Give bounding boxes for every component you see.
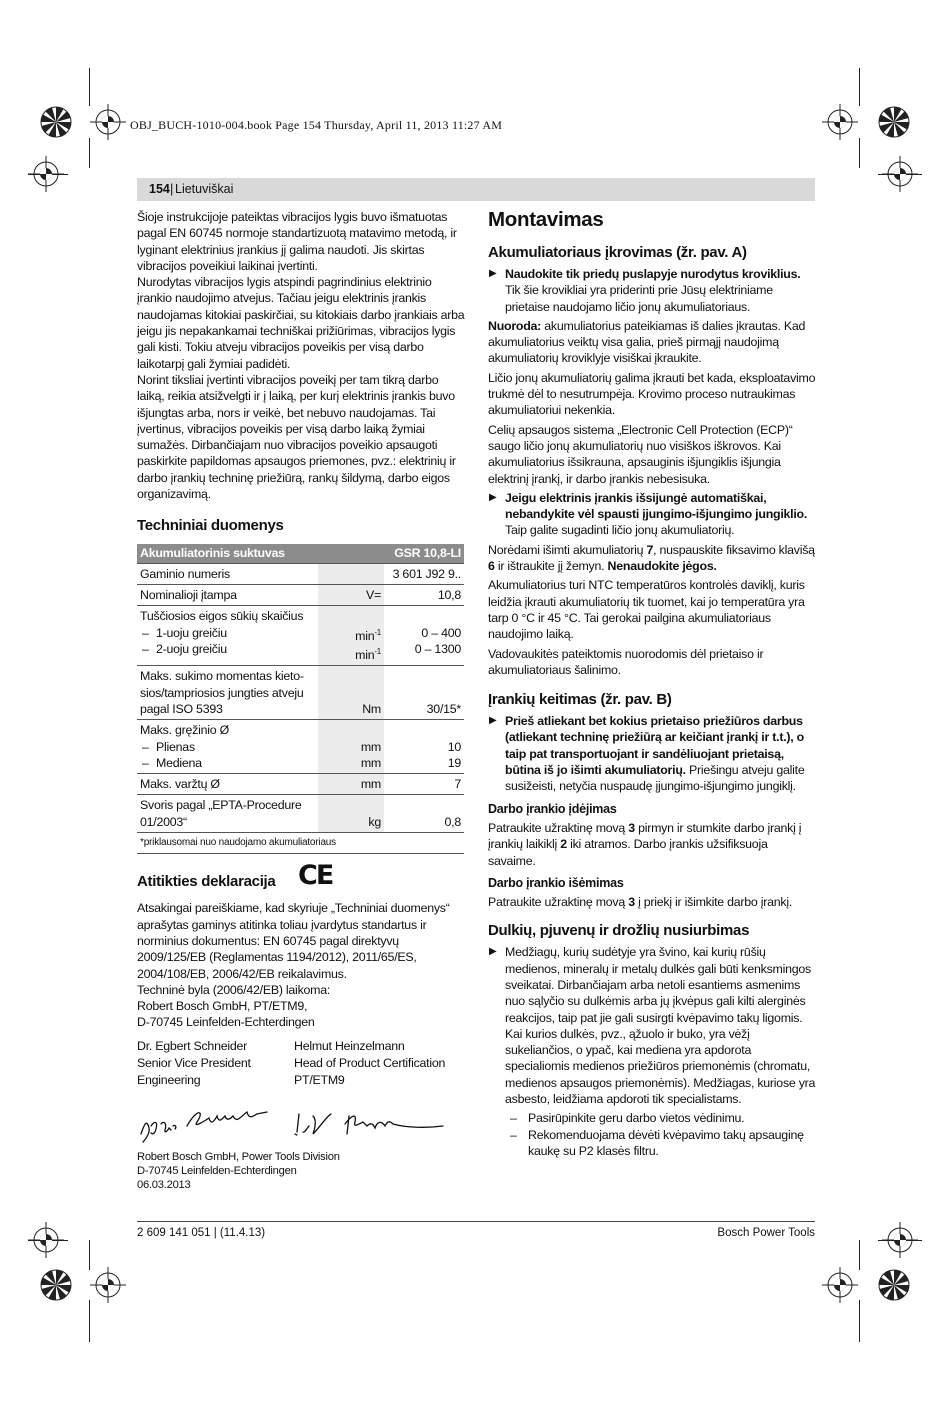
text-part: Norėdami išimti akumuliatorių (488, 542, 644, 557)
spec-unit (318, 606, 384, 666)
declaration-paragraph: Atsakingai pareiškiame, kad skyriuje „Techniniai duomenys“ aprašytas gaminys atitinka toliau įvardytus standartus ir norminius dokumentus: EN 60745 pagal direktyvų 2009/125/EB (Reglamentas 1194/2012), 2011/65/ES, 2004/108/EB, 2006/42/EB reikalavimus. (137, 901, 450, 981)
spec-sub-label-text: 1-uoju greičiu (156, 625, 227, 640)
spec-value: 7 (384, 774, 464, 795)
registration-cross-icon (822, 1267, 858, 1303)
spec-label: Maks. varžtų Ø (137, 774, 318, 795)
note-label: Nuoroda: (488, 318, 542, 333)
charging-title: Akumuliatoriaus įkrovimas (žr. pav. A) (488, 244, 747, 261)
list-item (488, 266, 816, 315)
tech-data-title: Techniniai duomenys (137, 517, 284, 535)
montage-title: Montavimas (488, 208, 604, 231)
spec-label-text: Tuščiosios eigos sūkių skaičius (140, 609, 304, 624)
spec-value: 10,8 (384, 584, 464, 605)
footer-right: Bosch Power Tools (717, 1227, 815, 1239)
spec-value-text: 0,8 (444, 814, 461, 829)
spec-label-text: Maks. gręžinio Ø (140, 723, 229, 738)
table-row (137, 720, 464, 774)
list-item (488, 490, 816, 539)
bullet-triangle-icon: ▶ (489, 946, 497, 958)
bullet-bold: Prieš atliekant bet kokius prietaiso priežiūros darbus (atliekant techninę priežiūrą ar keičiant įrankį ir t.t.), o taip pat transportuojant ir sandėliuojant prietaisą, būtina iš jo išimti akumuliatorių. (505, 714, 804, 778)
spec-unit (318, 563, 384, 584)
handwritten-signatures (137, 1102, 465, 1144)
declaration-heading (137, 860, 465, 894)
spec-sub-label-text: Mediena (156, 755, 202, 770)
signatory-1-title: Senior Vice President (137, 1055, 251, 1070)
tech-file-line: Techninė byla (2006/42/EB) laikoma: (137, 982, 331, 997)
registration-star-icon (41, 1270, 71, 1300)
declaration-title: Atitikties deklaracija (137, 873, 276, 891)
dash-text: Rekomenduojama dėvėti kvėpavimo takų apsauginę kaukę su P2 klasės filtru. (528, 1127, 804, 1158)
table-row (137, 584, 464, 605)
spec-value: 3 601 J92 9.. (384, 563, 464, 584)
book-line: OBJ_BUCH-1010-004.book Page 154 Thursday, April 11, 2013 11:27 AM (130, 118, 503, 132)
signatory-2-dept: PT/ETM9 (294, 1072, 345, 1087)
list-item (488, 944, 816, 1107)
liion-paragraph: Ličio jonų akumuliatorių galima įkrauti bet kada, eksploatavimo trukmė dėl to nesutrumpėja. Krovimo proceso nutraukimas akumuliatoriui nekenkia. (488, 370, 816, 418)
table-row (137, 795, 464, 833)
insert-tool-paragraph (488, 820, 816, 869)
ref-number: 2 (560, 837, 567, 852)
bullet-triangle-icon: ▶ (489, 268, 497, 279)
list-item: – Pasirūpinkite geru darbo vietos vėdinimu. (510, 1111, 745, 1126)
company-block (137, 1150, 465, 1192)
text-part: , nuspauskite fiksavimo klavišą (653, 542, 815, 557)
spec-unit-text: Nm (362, 701, 381, 716)
ntc-paragraph: Akumuliatorius turi NTC temperatūros kontrolės daviklį, kuris leidžia įkrauti akumuliatorių tik tuomet, kai jo temperatūra yra tarp 0 °C ir 45 °C. Tai gerokai pailgina akumuliatoriaus naudojimo laiką. (488, 578, 805, 642)
tech-file-line: Robert Bosch GmbH, PT/ETM9, (137, 999, 308, 1014)
spec-label (137, 795, 318, 833)
vibration-paragraph-1: Šioje instrukcijoje pateiktas vibracijos lygis buvo išmatuotas pagal EN 60745 normoje standartizuotą matavimo metodą, ir lyginant elektrinius įrankius jį galima naudoti. Jis skirtas vibracijos poveikiui laikinai įvertinti. (137, 210, 457, 273)
page-number: 154 (149, 182, 170, 196)
signatory-2-title: Head of Product Certification (294, 1055, 446, 1070)
ref-number: 6 (488, 559, 495, 574)
signature-1-ppa (141, 1122, 176, 1142)
spec-sub-label: – Mediena (142, 755, 202, 770)
text-part: iki atramos. Darbo įrankis užsifiksuoja savaime. (488, 837, 768, 868)
registration-cross-icon (90, 104, 126, 140)
spec-table-header (137, 544, 464, 563)
ce-mark-icon: CE (298, 860, 333, 892)
signatory-2-name: Helmut Heinzelmann (294, 1038, 405, 1053)
vibration-paragraph-3: Norint tiksliai įvertinti vibracijos poveikį per tam tikrą darbo laiką, reikia atsižvelgti ir į laiką, per kurį elektrinis įrankis buvo išjungtas arba, nors ir veikė, bet nebuvo naudojamas. Tai įvertinus, vibracijos poveikis per visą darbo laiką žymiai sumažės. Dirbančiajam nuo vibracijos poveikio apsaugoti paskirkite papildomas apsaugos priemones, pvz.: elektrinių ir darbo įrankių techninę priežiūrą, rankų šildymą, darbo eigos organizavimą. (137, 372, 456, 502)
bullet-text: Taip galite sugadinti ličio jonų akumuliatorių. (505, 523, 735, 538)
disposal-paragraph: Vadovaukitės pateiktomis nuorodomis dėl prietaiso ir akumuliatoriaus šalinimo. (488, 646, 764, 677)
text-part: pirmyn ir stumkite darbo įrankį į įrankių laikiklį (488, 820, 802, 852)
left-column (137, 209, 465, 1192)
remove-tool-title: Darbo įrankio išėmimas (488, 875, 624, 890)
text-part: ir ištraukite jį žemyn. (497, 559, 605, 574)
spec-label-text: Svoris pagal „EPTA-Procedure (140, 798, 302, 813)
spec-value-text: 10 (447, 739, 461, 754)
registration-cross-icon (822, 104, 858, 140)
spec-unit: V= (318, 584, 384, 605)
signature-1-name (187, 1112, 267, 1126)
spec-unit-text: min (355, 648, 375, 663)
spec-sub-label: – 1-uoju greičiu (142, 625, 227, 640)
spec-label (137, 666, 318, 720)
spec-value (384, 666, 464, 720)
bullet-triangle-icon: ▶ (489, 715, 497, 727)
spec-sub-label-text: 2-uoju greičiu (156, 641, 227, 656)
spec-label-text: pagal ISO 5393 (140, 701, 223, 716)
footer-left: 2 609 141 051 | (11.4.13) (137, 1227, 266, 1239)
remove-tool-paragraph (488, 894, 816, 910)
registration-cross-icon (90, 1267, 126, 1303)
spec-sub-label: – Plienas (142, 739, 195, 754)
tech-file-line: D-70745 Leinfelden-Echterdingen (137, 1015, 315, 1030)
bullet-bold: Jeigu elektrinis įrankis išsijungė automatiškai, nebandykite vėl spausti įjungimo-išjungimo jungiklio. (505, 490, 808, 522)
table-row (137, 563, 464, 584)
spec-value (384, 720, 464, 774)
spec-label (137, 606, 318, 666)
spec-unit: mm (318, 774, 384, 795)
dust-title: Dulkių, pjuvenų ir drožlių nusiurbimas (488, 922, 750, 940)
spec-unit-exp: -1 (374, 627, 381, 637)
footer-rule (137, 1221, 815, 1222)
table-row (137, 833, 464, 854)
registration-star-icon (879, 1270, 909, 1300)
spec-unit-text: mm (360, 739, 381, 754)
registration-cross-icon (882, 1222, 918, 1258)
spec-sub-label: – 2-uoju greičiu (142, 641, 227, 656)
insert-tool-title: Darbo įrankio įdėjimas (488, 801, 617, 816)
spec-value (384, 795, 464, 833)
dash-text: Pasirūpinkite geru darbo vietos vėdinimu. (528, 1111, 745, 1126)
spec-table (137, 544, 464, 854)
page-header (137, 178, 815, 201)
right-column (488, 209, 816, 1159)
bullet-triangle-icon: ▶ (489, 491, 497, 503)
warning-bold: Nenaudokite jėgos. (607, 559, 717, 574)
registration-cross-icon (28, 156, 64, 192)
spec-value-text: 19 (447, 755, 461, 770)
spec-unit (318, 720, 384, 774)
signatories (137, 1038, 465, 1090)
spec-unit-text: kg (368, 814, 381, 829)
bullet-text: Tik šie krovikliai yra priderinti prie Jūsų elektriniame prietaise naudojamo ličio jonų akumuliatoriaus. (505, 283, 773, 314)
text-part: Patraukite užraktinę movą (488, 820, 625, 835)
tool-change-title: Įrankių keitimas (žr. pav. B) (488, 691, 672, 709)
spec-label (137, 720, 318, 774)
note-text: akumuliatorius pateikiamas iš dalies įkrautas. Kad akumuliatorius veiktų visa galia, prieš pirmąjį naudojimą akumuliatorių kroviklyje visiškai įkraukite. (488, 318, 806, 366)
registration-star-icon (41, 107, 71, 137)
text-part: į priekį ir išimkite darbo įrankį. (638, 895, 793, 910)
spec-unit-text: min (355, 628, 375, 643)
signatory-1-name: Dr. Egbert Schneider (137, 1038, 248, 1053)
list-item: – Rekomenduojama dėvėti kvėpavimo takų apsauginę kaukę su P2 klasės filtru. (510, 1127, 804, 1158)
vibration-paragraph-2: Nurodytas vibracijos lygis atspindi pagrindinius elektrinio įrankio naudojimo atvejus. Tačiau jeigu elektrinis įrankis naudojamas kitokiai paskirčiai, su kitokiais darbo įrankiais arba jeigu jis nepakankamai techniškai prižiūrimas, vibracijos lygis gali kisti. Tokiu atveju vibracijos poveikis per visą darbo laikotarpį gali žymiai padidėti. (137, 275, 465, 371)
spec-value-text: 30/15* (426, 701, 461, 716)
remove-battery-paragraph (488, 542, 816, 575)
bullet-bold: Naudokite tik priedų puslapyje nurodytus kroviklius. (505, 267, 801, 281)
table-row (137, 666, 464, 720)
spec-label-text: sios/tampriosios jungties atveju (140, 685, 304, 700)
ref-number: 3 (628, 820, 635, 835)
spec-value-text: 0 – 1300 (414, 641, 461, 656)
signature-2-name (345, 1116, 443, 1134)
spec-label-text: Maks. sukimo momentas kieto- (140, 669, 304, 684)
registration-star-icon (879, 107, 909, 137)
header-divider: | (170, 181, 174, 196)
ref-number: 7 (646, 542, 654, 557)
spec-unit-exp: -1 (374, 646, 381, 656)
company-line: D-70745 Leinfelden-Echterdingen (137, 1164, 297, 1177)
spec-label-text: 01/2003“ (140, 814, 187, 829)
page-language: Lietuviškai (175, 182, 234, 196)
spec-sub-label-text: Plienas (156, 739, 195, 754)
spec-head-value: GSR 10,8-LI (384, 544, 464, 563)
signatory-1-dept: Engineering (137, 1072, 201, 1087)
spec-footnote: *priklausomai nuo naudojamo akumuliatoriaus (137, 833, 464, 854)
spec-label: Nominalioji įtampa (137, 584, 318, 605)
table-row (137, 606, 464, 666)
list-item (488, 713, 816, 794)
bullet-text: Medžiagų, kurių sudėtyje yra švino, kai kurių rūšių medienos, mineralų ir metalų dulkės gali būti kenksmingos sveikatai. Dirbančiajam arba netoli esantiems asmenims nuo sąlyčio su dulkėmis arba jų įkvėpus gali kilti alerginės reakcijos, taip pat jie gali susirgti kvėpavimo takų ligomis. Kai kurios dulkės, pvz., ąžuolo ir buko, yra vėžį sukeliančios, o ypač, kai mediena yra apdorota specialiomis medienos priežiūros priemonėmis (chromatu, medienos apsaugos priemonėmis). Medžiagas, kuriose yra asbesto, leidžiama apdoroti tik specialistams. (505, 945, 816, 1107)
text-part: Patraukite užraktinę movą (488, 895, 625, 910)
spec-unit-text: mm (360, 755, 381, 770)
table-row (137, 774, 464, 795)
spec-head-label: Akumuliatorinis suktuvas (137, 544, 384, 563)
company-date: 06.03.2013 (137, 1178, 191, 1191)
spec-unit (318, 795, 384, 833)
registration-cross-icon (28, 1222, 64, 1258)
ecp-paragraph: Celių apsaugos sistema „Electronic Cell Protection (ECP)“ saugo ličio jonų akumuliatorių nuo visiškos iškrovos. Kai akumuliatorius išsikrauna, apsauginis išjungiklis išjungia elektrinį įrankį, ir darbo įrankis nebesisuka. (488, 422, 793, 486)
note-paragraph (488, 318, 816, 367)
bullet-text: Priešingu atveju galite susižeisti, netyčia nuspaudę įjungimo-išjungimo jungiklį. (505, 763, 805, 794)
spec-unit (318, 666, 384, 720)
signature-2-iv (295, 1114, 331, 1135)
company-line: Robert Bosch GmbH, Power Tools Division (137, 1150, 340, 1163)
spec-label: Gaminio numeris (137, 563, 318, 584)
spec-value (384, 606, 464, 666)
registration-cross-icon (882, 156, 918, 192)
ref-number: 3 (628, 895, 635, 910)
spec-value-text: 0 – 400 (421, 625, 461, 640)
